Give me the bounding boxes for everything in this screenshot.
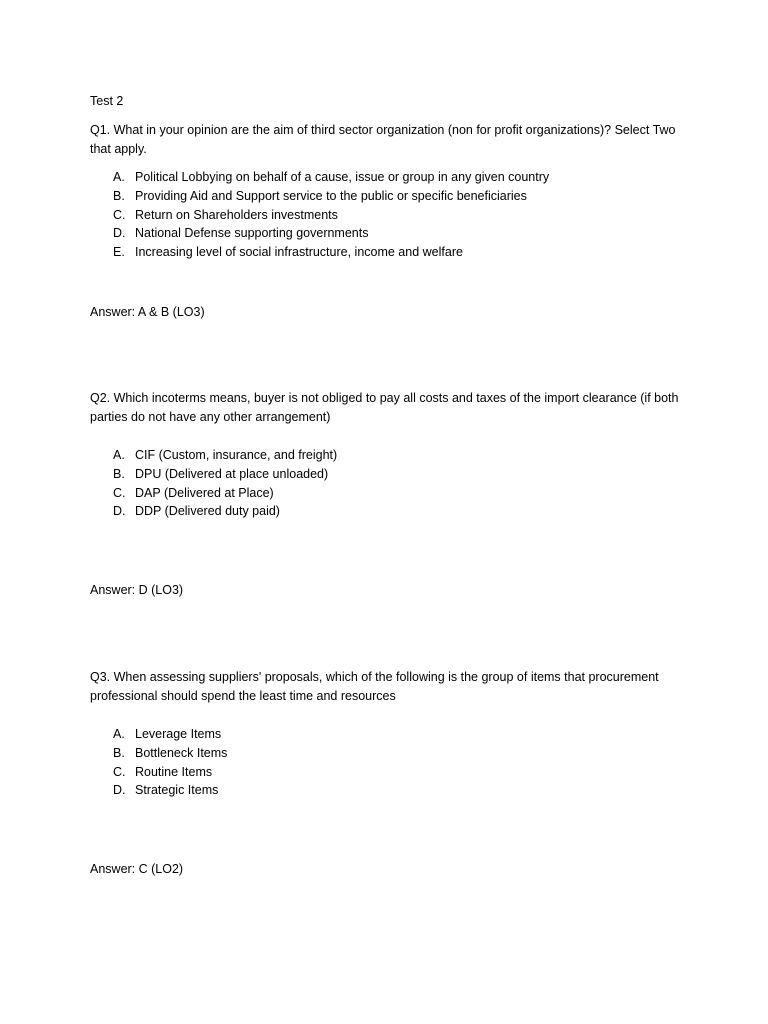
option-letter: E. [113, 245, 125, 260]
option-text: DDP (Delivered duty paid) [135, 504, 280, 519]
option-item [90, 725, 690, 744]
option-letter: A. [113, 448, 125, 462]
option-text: Return on Shareholders investments [135, 207, 338, 222]
option-item [90, 781, 690, 800]
option-letter: B. [113, 188, 125, 203]
option-letter: C. [113, 764, 126, 779]
option-text: Increasing level of social infrastructure, income and welfare [135, 245, 463, 260]
option-list [90, 725, 690, 800]
option-item [90, 763, 690, 782]
option-text: DPU (Delivered at place unloaded) [135, 466, 329, 481]
document-title: Test 2 [90, 94, 124, 108]
option-letter: D. [113, 783, 126, 798]
option-item [90, 224, 690, 243]
option-text: Providing Aid and Support service to the public or specific beneficiaries [135, 188, 527, 203]
option-text: DAP (Delivered at Place) [135, 485, 274, 500]
question-text: Q2. Which incoterms means, buyer is not obliged to pay all costs and taxes of the import clearance (if both parties do not have any other arrangement) [90, 391, 679, 424]
option-item [90, 484, 690, 503]
option-text: Strategic Items [135, 783, 219, 798]
option-letter: A. [113, 727, 125, 741]
question-text: Q3. When assessing suppliers' proposals, which of the following is the group of items that procurement professional should spend the least time and resources [90, 670, 659, 703]
option-letter: D. [113, 226, 126, 241]
option-letter: C. [113, 207, 126, 222]
option-text: Political Lobbying on behalf of a cause, issue or group in any given country [135, 170, 550, 184]
question-block-2 [90, 389, 690, 521]
option-text: Routine Items [135, 764, 213, 779]
option-letter: A. [113, 170, 125, 184]
option-list [90, 446, 690, 521]
option-letter: B. [113, 745, 125, 760]
option-list [90, 168, 690, 262]
option-item [90, 465, 690, 484]
question-block-3 [90, 668, 690, 800]
option-text: Bottleneck Items [135, 745, 228, 760]
option-item [90, 168, 690, 187]
option-letter: C. [113, 485, 126, 500]
option-text: National Defense supporting governments [135, 226, 369, 241]
option-item [90, 446, 690, 465]
option-item [90, 187, 690, 206]
option-text: CIF (Custom, insurance, and freight) [135, 448, 338, 462]
option-text: Leverage Items [135, 727, 222, 741]
answer-text: Answer: A & B (LO3) [90, 305, 205, 319]
option-letter: B. [113, 466, 125, 481]
option-letter: D. [113, 504, 126, 519]
question-block-1 [90, 121, 690, 262]
option-item [90, 502, 690, 521]
answer-text: Answer: D (LO3) [90, 583, 184, 597]
option-item [90, 744, 690, 763]
question-text: Q1. What in your opinion are the aim of third sector organization (non for profit organizations)? Select Two that apply. [90, 123, 676, 156]
option-item [90, 206, 690, 225]
document-page [90, 92, 690, 876]
answer-text: Answer: C (LO2) [90, 862, 184, 876]
option-item [90, 243, 690, 262]
